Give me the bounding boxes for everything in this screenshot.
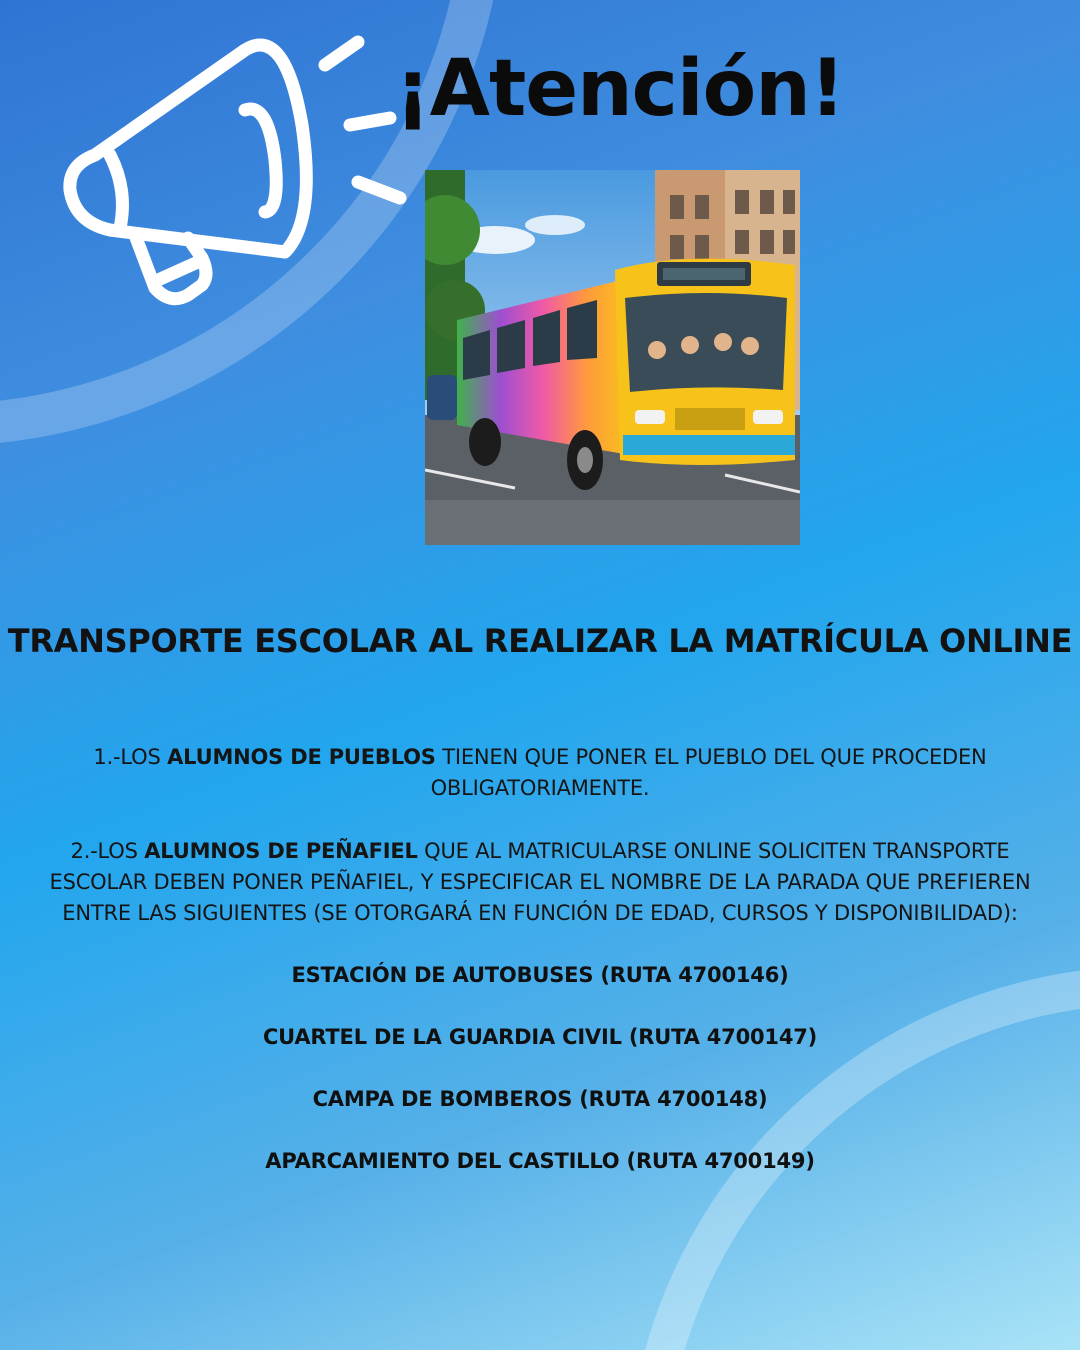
paragraph-text: QUE AL MATRICULARSE ONLINE SOLICITEN TRANSPORTE ESCOLAR DEBEN PONER PEÑAFIEL, Y ESPECIFICAR EL NOMBRE DE LA PARADA QUE PREFIEREN ENTRE LAS SIGUIENTES (SE OTORGARÁ EN FUNCIÓN DE EDAD, CURSOS Y DISPONIBILIDAD): — [49, 839, 1031, 925]
route-item: CUARTEL DE LA GUARDIA CIVIL (RUTA 4700147) — [262, 1025, 818, 1049]
paragraph-prefix: 2.-LOS — [70, 839, 145, 863]
paragraph-prefix: 1.-LOS — [93, 745, 168, 769]
paragraph-text: TIENEN QUE PONER EL PUEBLO DEL QUE PROCEDEN OBLIGATORIAMENTE. — [430, 745, 987, 800]
paragraph-highlight: ALUMNOS DE PEÑAFIEL — [144, 839, 418, 863]
subtitle: TRANSPORTE ESCOLAR AL REALIZAR LA MATRÍCULA ONLINE — [7, 622, 1073, 660]
paragraph-penafiel — [20, 836, 1060, 929]
route-list — [0, 958, 1080, 1206]
headline: ¡Atención! — [395, 44, 845, 134]
route-item: ESTACIÓN DE AUTOBUSES (RUTA 4700146) — [291, 963, 789, 987]
school-bus-illustration — [425, 170, 800, 545]
megaphone-icon — [40, 30, 410, 320]
paragraph-pueblos — [20, 742, 1060, 804]
paragraph-highlight: ALUMNOS DE PUEBLOS — [167, 745, 436, 769]
route-item: CAMPA DE BOMBEROS (RUTA 4700148) — [312, 1087, 768, 1111]
route-item: APARCAMIENTO DEL CASTILLO (RUTA 4700149) — [265, 1149, 815, 1173]
